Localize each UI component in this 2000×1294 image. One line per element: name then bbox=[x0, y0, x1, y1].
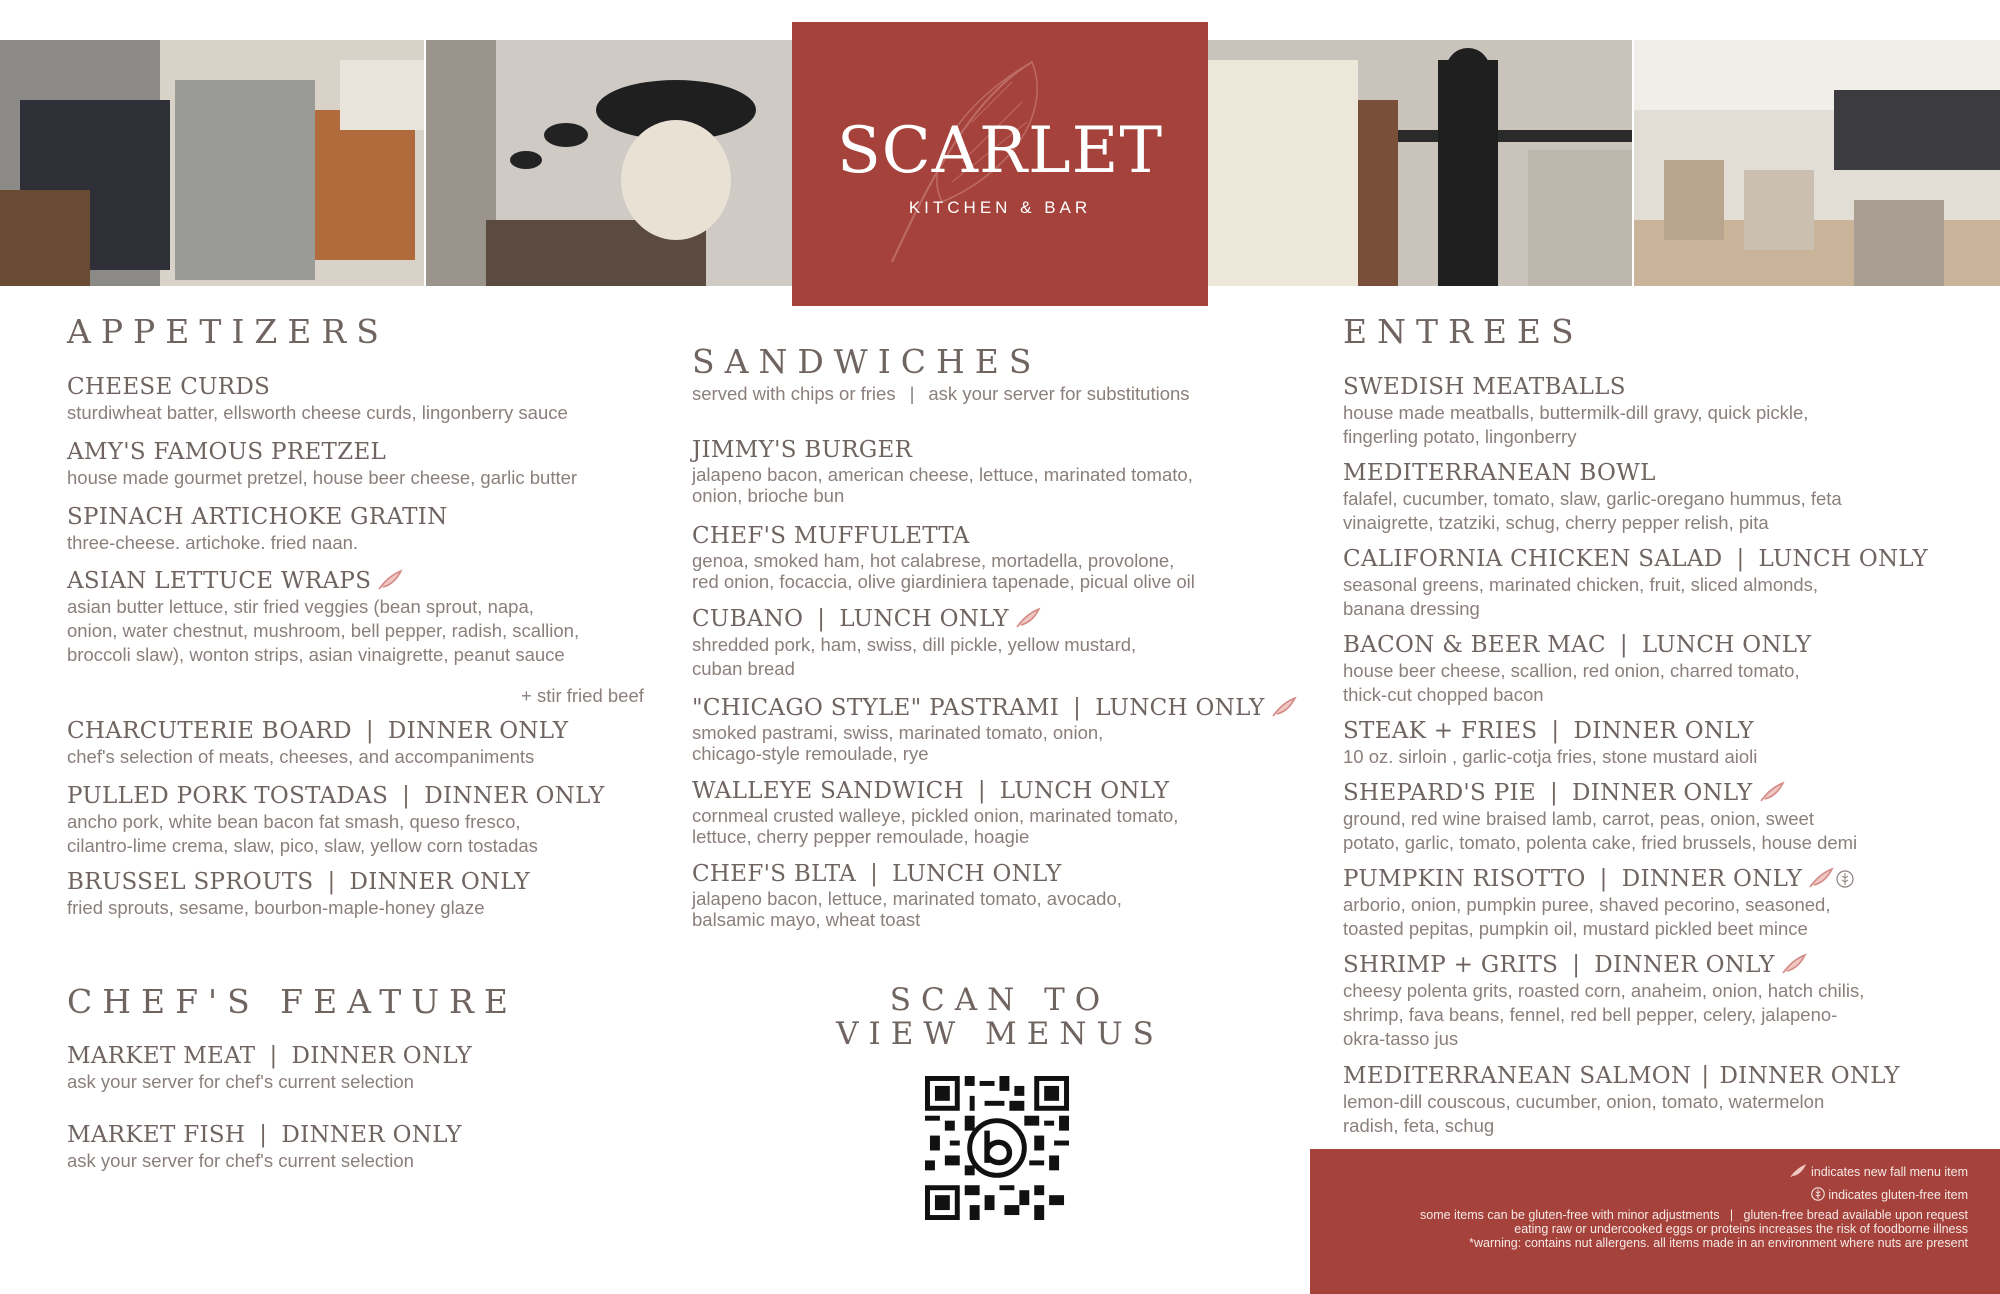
menu-item: ASIAN LETTUCE WRAPS asian butter lettuce, stir fried veggies (bean sprout, napa, onion, water chestnut, mushroom, bell pepper, radish, scallion, broccoli slaw), wonton strips, asian vinaigrette, peanut sauce bbox=[67, 568, 580, 665]
new-item-feather-icon bbox=[1789, 1164, 1807, 1178]
menu-item: STEAK + FRIES | DINNER ONLY 10 oz. sirloin , garlic-cotja fries, stone mustard aioli bbox=[1343, 718, 1758, 767]
menu-item: CHEF'S BLTA | LUNCH ONLY jalapeno bacon, lettuce, marinated tomato, avocado, balsamic mayo, wheat toast bbox=[692, 861, 1122, 930]
menu-item: BACON & BEER MAC | LUNCH ONLY house beer cheese, scallion, red onion, charred tomato, thick-cut chopped bacon bbox=[1343, 632, 1812, 705]
menu-item: MEDITERRANEAN BOWL falafel, cucumber, tomato, slaw, garlic-oregano hummus, feta vinaigrette, tzatziki, schug, cherry pepper relish, pita bbox=[1343, 460, 1842, 533]
scan-line-1: SCAN TO bbox=[889, 982, 1111, 1018]
menu-item: SHEPARD'S PIE | DINNER ONLY ground, red wine braised lamb, carrot, peas, onion, sweet potato, garlic, tomato, polenta cake, fried brussels, house demi bbox=[1343, 780, 1858, 853]
menu-item: SHRIMP + GRITS | DINNER ONLY cheesy polenta grits, roasted corn, anaheim, onion, hatch chilis, shrimp, fava beans, fennel, red bell pepper, celery, jalapeno- okra-tasso jus bbox=[1343, 952, 1865, 1049]
new-item-feather-icon bbox=[1808, 867, 1834, 889]
menu-item: CALIFORNIA CHICKEN SALAD | LUNCH ONLY seasonal greens, marinated chicken, fruit, sliced almonds, banana dressing bbox=[1343, 546, 1928, 619]
sandwiches-subtitle: served with chips or fries | ask your server for substitutions bbox=[692, 383, 1190, 404]
brand-name: SCARLET bbox=[836, 114, 1164, 188]
gluten-free-icon bbox=[1811, 1186, 1825, 1202]
pendant-lights-photo bbox=[426, 40, 792, 286]
new-item-feather-icon bbox=[377, 569, 403, 591]
footnote-line-3: some items can be gluten-free with minor adjustments | gluten-free bread available upon request bbox=[1420, 1208, 1968, 1222]
footnote-panel bbox=[1310, 1149, 2000, 1294]
new-item-feather-icon bbox=[1759, 781, 1785, 803]
menu-item: "CHICAGO STYLE" PASTRAMI | LUNCH ONLY smoked pastrami, swiss, marinated tomato, onion, chicago-style remoulade, rye bbox=[692, 694, 1297, 764]
chefs-feature-title: CHEF'S FEATURE bbox=[67, 982, 518, 1021]
logo-block bbox=[792, 22, 1208, 306]
chair-railing-photo bbox=[1208, 40, 1632, 286]
qr-code-icon[interactable] bbox=[925, 1076, 1069, 1220]
new-item-feather-icon bbox=[1781, 953, 1807, 975]
menu-item: AMY'S FAMOUS PRETZEL house made gourmet pretzel, house beer cheese, garlic butter bbox=[67, 439, 578, 488]
menu-item: CUBANO | LUNCH ONLY shredded pork, ham, swiss, dill pickle, yellow mustard, cuban bread bbox=[692, 606, 1137, 679]
menu-item: CHARCUTERIE BOARD | DINNER ONLY chef's selection of meats, cheeses, and accompaniments bbox=[67, 718, 569, 767]
footnote-gluten-free: indicates gluten-free item bbox=[1811, 1186, 1968, 1202]
scan-line-2: VIEW MENUS bbox=[836, 1016, 1164, 1052]
new-item-feather-icon bbox=[1015, 607, 1041, 629]
footnote-line-5: *warning: contains nut allergens. all items made in an environment where nuts are present bbox=[1469, 1236, 1968, 1250]
footnote-line-4: eating raw or undercooked eggs or proteins increases the risk of foodborne illness bbox=[1514, 1222, 1968, 1236]
menu-item: PULLED PORK TOSTADAS | DINNER ONLY ancho pork, white bean bacon fat smash, queso fresco, cilantro-lime crema, slaw, pico, slaw, yellow corn tostadas bbox=[67, 783, 605, 856]
menu-item: CHEF'S MUFFULETTA genoa, smoked ham, hot calabrese, mortadella, provolone, red onion, focaccia, olive giardiniera tapenade, picual olive oil bbox=[692, 523, 1195, 592]
new-item-feather-icon bbox=[1271, 696, 1297, 718]
entrees-title: ENTREES bbox=[1343, 312, 1584, 351]
addon-text: + stir fried beef bbox=[521, 685, 644, 706]
menu-item: MARKET FISH | DINNER ONLY ask your server for chef's current selection bbox=[67, 1122, 462, 1171]
brand-subtitle: KITCHEN & BAR bbox=[908, 198, 1092, 217]
dining-room-photo bbox=[1634, 40, 2000, 286]
menu-item: JIMMY'S BURGER jalapeno bacon, american cheese, lettuce, marinated tomato, onion, brioche bun bbox=[692, 437, 1193, 506]
sandwiches-title: SANDWICHES bbox=[692, 342, 1042, 381]
menu-item: BRUSSEL SPROUTS | DINNER ONLY fried sprouts, sesame, bourbon-maple-honey glaze bbox=[67, 869, 531, 918]
booth-seating-photo bbox=[0, 40, 424, 286]
menu-item: CHEESE CURDS sturdiwheat batter, ellsworth cheese curds, lingonberry sauce bbox=[67, 374, 568, 423]
gluten-free-icon bbox=[1836, 869, 1854, 889]
footnote-new-item: indicates new fall menu item bbox=[1789, 1164, 1968, 1179]
menu-item: MEDITERRANEAN SALMON | DINNER ONLY lemon-dill couscous, cucumber, onion, tomato, watermelon radish, feta, schug bbox=[1343, 1063, 1900, 1136]
menu-item: WALLEYE SANDWICH | LUNCH ONLY cornmeal crusted walleye, pickled onion, marinated tomato, lettuce, cherry pepper remoulade, hoagie bbox=[692, 778, 1179, 847]
menu-item: PUMPKIN RISOTTO | DINNER ONLY arborio, onion, pumpkin puree, shaved pecorino, seasoned, toasted pepitas, pumpkin oil, mustard pickled beet mince bbox=[1343, 865, 1854, 941]
menu-item: SWEDISH MEATBALLS house made meatballs, buttermilk-dill gravy, quick pickle, fingerling potato, lingonberry bbox=[1343, 374, 1809, 447]
menu-item: MARKET MEAT | DINNER ONLY ask your server for chef's current selection bbox=[67, 1043, 472, 1092]
appetizers-title: APPETIZERS bbox=[67, 312, 389, 351]
menu-item: SPINACH ARTICHOKE GRATIN three-cheese. artichoke. fried naan. bbox=[67, 504, 448, 553]
